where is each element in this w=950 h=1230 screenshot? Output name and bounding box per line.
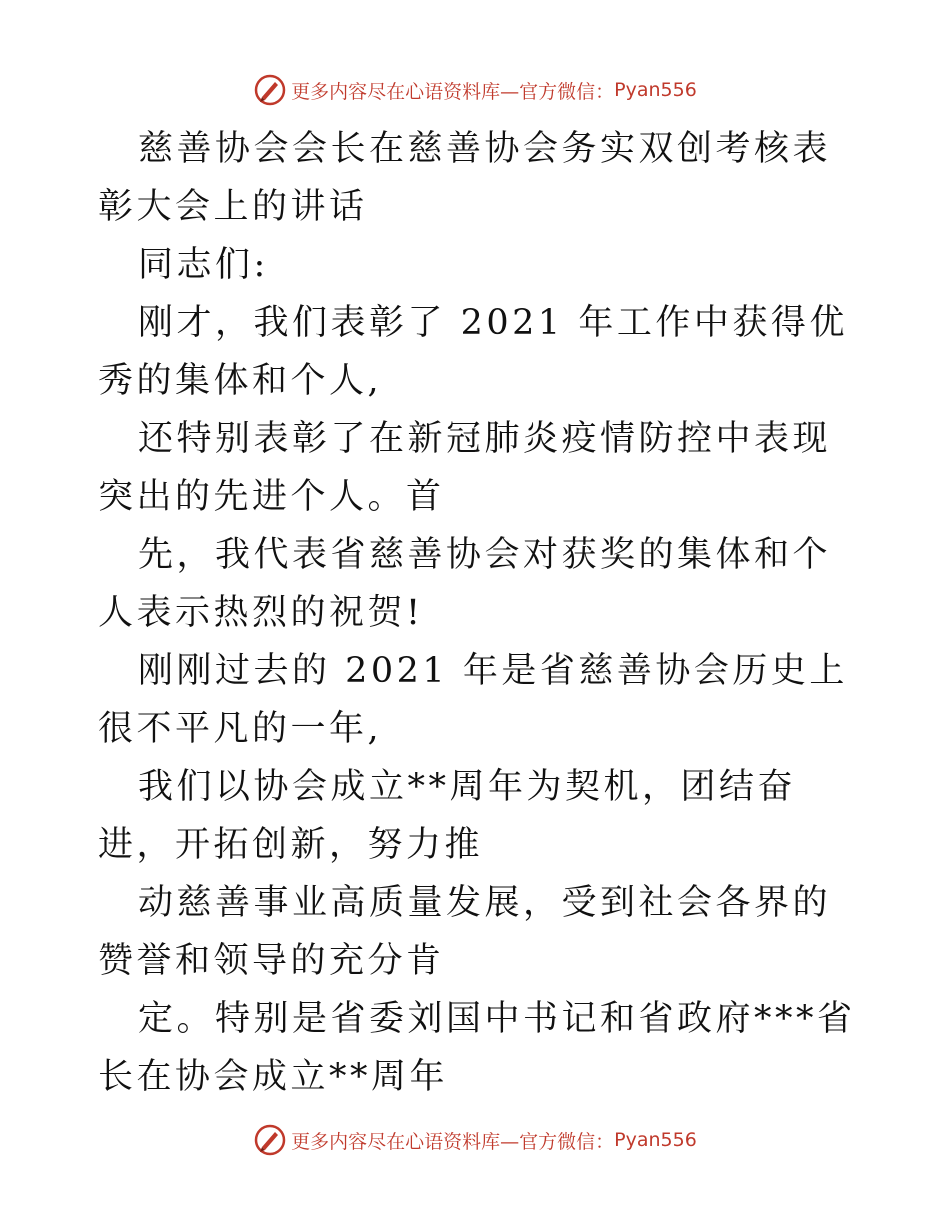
banner-text: 更多内容尽在心语资料库—官方微信： (291, 80, 615, 103)
footer-banner (0, 1120, 950, 1160)
paragraph: 定。特别是省委刘国中书记和省政府***省长在协会成立**周年 (98, 999, 856, 1097)
paragraph: 我们以协会成立**周年为契机，团结奋进，开拓创新，努力推 (98, 767, 797, 865)
paragraph: 刚才，我们表彰了 2021 年工作中获得优秀的集体和个人, (98, 303, 848, 401)
banner-text: 更多内容尽在心语资料库—官方微信： (291, 1130, 615, 1153)
paragraph: 同志们: (138, 245, 269, 285)
paragraph: 先，我代表省慈善协会对获奖的集体和个人表示热烈的祝贺! (98, 535, 832, 633)
banner-wechat-id: Pyan556 (614, 79, 697, 101)
pen-logo-icon (253, 73, 287, 107)
banner-wechat-id: Pyan556 (614, 1129, 697, 1151)
document-body (98, 120, 858, 1106)
paragraph: 刚刚过去的 2021 年是省慈善协会历史上很不平凡的一年, (98, 651, 848, 749)
paragraph: 还特别表彰了在新冠肺炎疫情防控中表现突出的先进个人。首 (98, 419, 832, 517)
paragraph: 动慈善事业高质量发展，受到社会各界的赞誉和领导的充分肯 (98, 883, 832, 981)
pen-logo-icon (253, 1123, 287, 1157)
document-title: 慈善协会会长在慈善协会务实双创考核表彰大会上的讲话 (98, 129, 832, 227)
header-banner (0, 70, 950, 110)
